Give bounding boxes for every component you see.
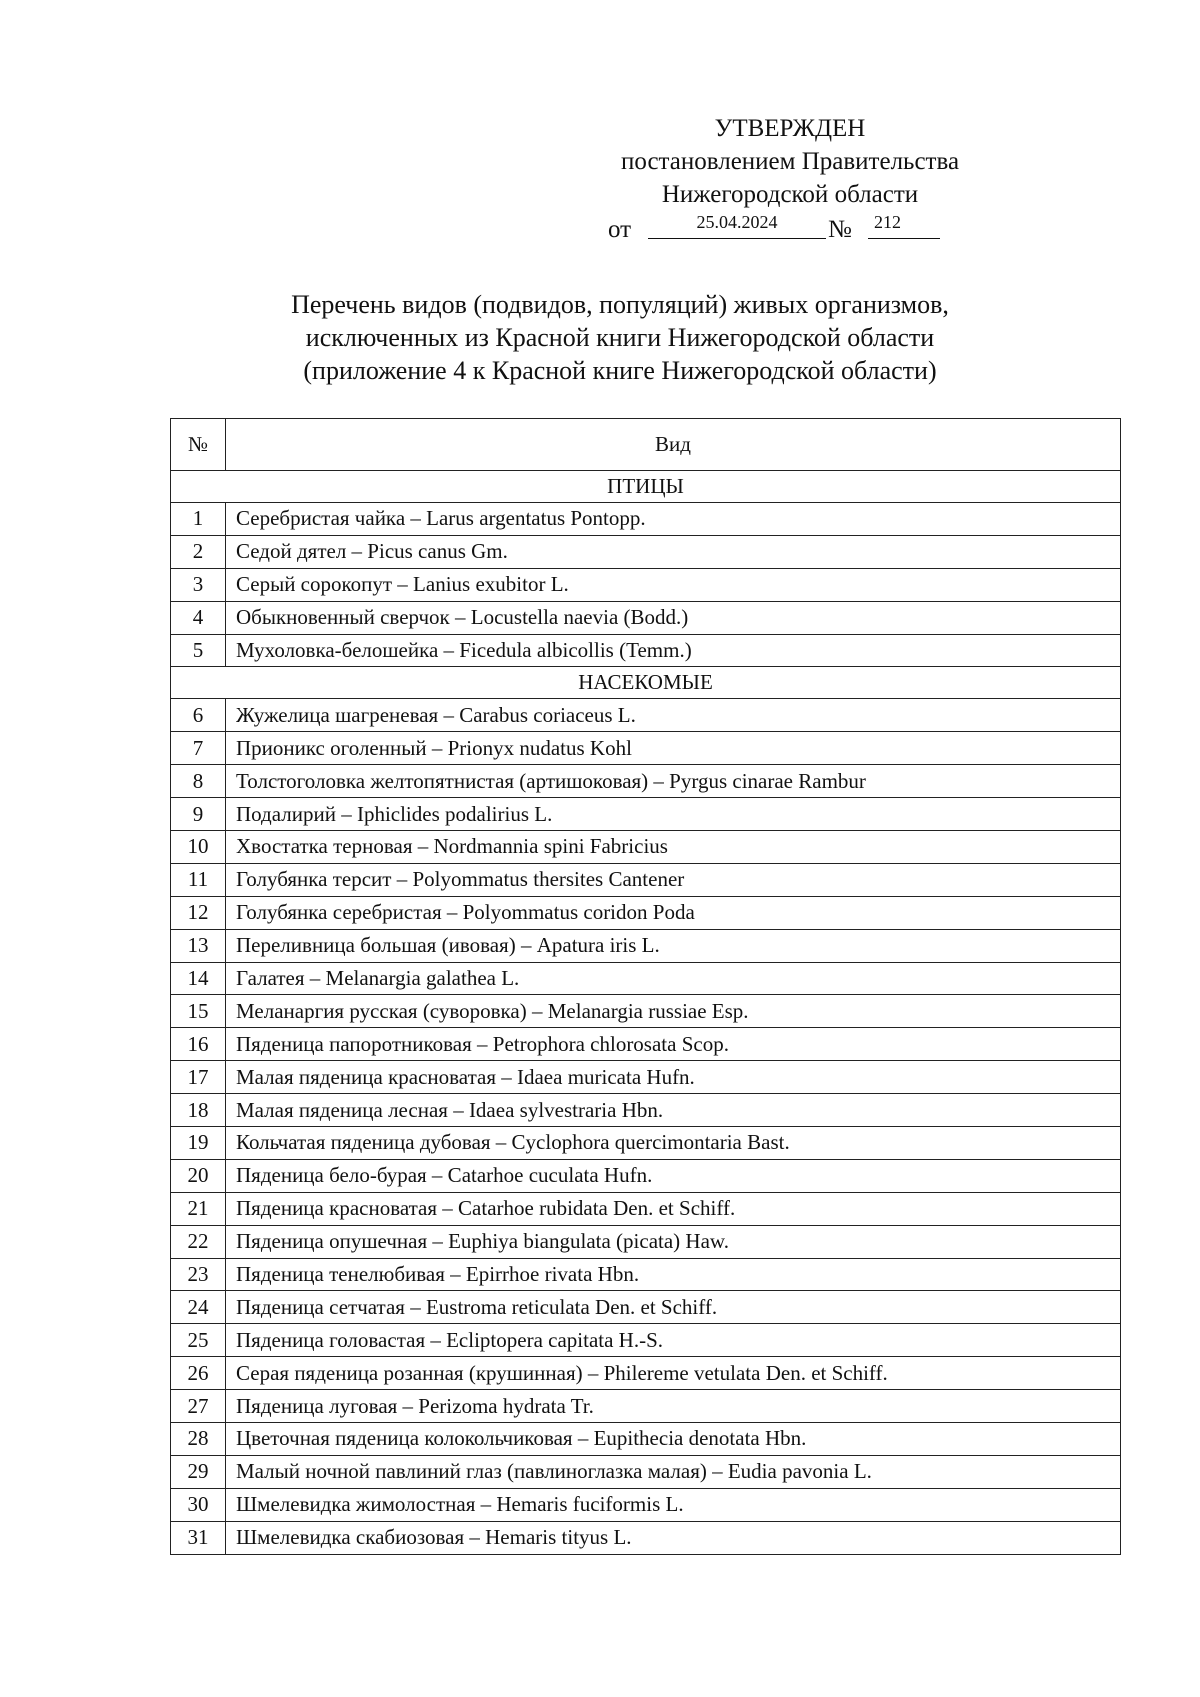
table-row xyxy=(171,896,1121,929)
approval-heading: УТВЕРЖДЕН xyxy=(714,115,866,142)
species-name: Пяденица бело-бурая – Catarhoe cuculata Hufn. xyxy=(226,1159,1121,1192)
table-row xyxy=(171,1455,1121,1488)
row-number: 27 xyxy=(171,1390,226,1423)
table-row xyxy=(171,1357,1121,1390)
approval-line-3: Нижегородской области xyxy=(661,181,919,208)
row-number: 9 xyxy=(171,798,226,831)
row-number: 4 xyxy=(171,601,226,634)
species-name: Голубянка серебристая – Polyommatus coridon Poda xyxy=(226,896,1121,929)
row-number: 12 xyxy=(171,896,226,929)
group-header-row xyxy=(171,471,1121,503)
row-number: 16 xyxy=(171,1028,226,1061)
species-name: Подалирий – Iphiclides podalirius L. xyxy=(226,798,1121,831)
row-number: 7 xyxy=(171,732,226,765)
species-name: Хвостатка терновая – Nordmannia spini Fabricius xyxy=(226,831,1121,864)
species-name: Малая пяденица лесная – Idaea sylvestraria Hbn. xyxy=(226,1094,1121,1127)
row-number: 15 xyxy=(171,995,226,1028)
row-number: 13 xyxy=(171,929,226,962)
approval-number: 212 xyxy=(868,211,940,239)
table-row xyxy=(171,1225,1121,1258)
species-name: Прионикс оголенный – Prionyx nudatus Kohl xyxy=(226,732,1121,765)
row-number: 8 xyxy=(171,765,226,798)
approval-date: 25.04.2024 xyxy=(648,211,826,239)
title-line-2: исключенных из Красной книги Нижегородской области xyxy=(305,323,935,352)
species-name: Пяденица опушечная – Euphiya biangulata (picata) Haw. xyxy=(226,1225,1121,1258)
row-number: 6 xyxy=(171,699,226,732)
row-number: 28 xyxy=(171,1423,226,1456)
table-header-row xyxy=(171,419,1121,471)
table-row xyxy=(171,962,1121,995)
species-name: Серебристая чайка – Larus argentatus Pontopp. xyxy=(226,503,1121,536)
table-row xyxy=(171,1127,1121,1160)
species-name: Серая пяденица розанная (крушинная) – Philereme vetulata Den. et Schiff. xyxy=(226,1357,1121,1390)
species-name: Серый сорокопут – Lanius exubitor L. xyxy=(226,568,1121,601)
table-row xyxy=(171,1488,1121,1521)
species-name: Малый ночной павлиний глаз (павлиноглазка малая) – Eudia pavonia L. xyxy=(226,1455,1121,1488)
table-row xyxy=(171,1192,1121,1225)
row-number: 26 xyxy=(171,1357,226,1390)
approval-date-line xyxy=(608,211,1020,245)
row-number: 29 xyxy=(171,1455,226,1488)
row-number: 17 xyxy=(171,1061,226,1094)
row-number: 25 xyxy=(171,1324,226,1357)
species-name: Пяденица папоротниковая – Petrophora chlorosata Scop. xyxy=(226,1028,1121,1061)
table-row xyxy=(171,1061,1121,1094)
date-prefix: от xyxy=(608,216,632,243)
table-row xyxy=(171,634,1121,667)
row-number: 3 xyxy=(171,568,226,601)
row-number: 21 xyxy=(171,1192,226,1225)
table-row xyxy=(171,732,1121,765)
row-number: 30 xyxy=(171,1488,226,1521)
row-number: 23 xyxy=(171,1258,226,1291)
species-name: Пяденица головастая – Ecliptopera capitata H.-S. xyxy=(226,1324,1121,1357)
species-name: Шмелевидка жимолостная – Hemaris fuciformis L. xyxy=(226,1488,1121,1521)
table-row xyxy=(171,1258,1121,1291)
row-number: 5 xyxy=(171,634,226,667)
species-name: Малая пяденица красноватая – Idaea muricata Hufn. xyxy=(226,1061,1121,1094)
table-row xyxy=(171,1423,1121,1456)
table-row xyxy=(171,699,1121,732)
species-name: Меланаргия русская (суворовка) – Melanargia russiae Esp. xyxy=(226,995,1121,1028)
row-number: 20 xyxy=(171,1159,226,1192)
species-name: Пяденица тенелюбивая – Epirrhoe rivata Hbn. xyxy=(226,1258,1121,1291)
approval-line-2: постановлением Правительства xyxy=(620,148,960,175)
species-name: Голубянка терсит – Polyommatus thersites Cantener xyxy=(226,863,1121,896)
number-prefix: № xyxy=(828,216,852,243)
table-row xyxy=(171,1028,1121,1061)
species-name: Галатея – Melanargia galathea L. xyxy=(226,962,1121,995)
table-row xyxy=(171,1291,1121,1324)
row-number: 24 xyxy=(171,1291,226,1324)
row-number: 22 xyxy=(171,1225,226,1258)
row-number: 1 xyxy=(171,503,226,536)
title-line-3: (приложение 4 к Красной книге Нижегородской области) xyxy=(303,356,937,385)
species-name: Пяденица красноватая – Catarhoe rubidata Den. et Schiff. xyxy=(226,1192,1121,1225)
species-name: Переливница большая (ивовая) – Apatura iris L. xyxy=(226,929,1121,962)
species-name: Пяденица сетчатая – Eustroma reticulata Den. et Schiff. xyxy=(226,1291,1121,1324)
species-name: Кольчатая пяденица дубовая – Cyclophora quercimontaria Bast. xyxy=(226,1127,1121,1160)
row-number: 10 xyxy=(171,831,226,864)
table-row xyxy=(171,831,1121,864)
table-row xyxy=(171,1324,1121,1357)
table-row xyxy=(171,1390,1121,1423)
group-header-row xyxy=(171,667,1121,699)
row-number: 19 xyxy=(171,1127,226,1160)
table-row xyxy=(171,995,1121,1028)
species-table xyxy=(170,418,1121,1555)
table-row xyxy=(171,568,1121,601)
table-row xyxy=(171,1159,1121,1192)
species-table-body xyxy=(171,471,1121,1555)
row-number: 2 xyxy=(171,535,226,568)
species-name: Толстоголовка желтопятнистая (артишоковая) – Pyrgus cinarae Rambur xyxy=(226,765,1121,798)
table-row xyxy=(171,798,1121,831)
row-number: 31 xyxy=(171,1521,226,1554)
table-row xyxy=(171,863,1121,896)
table-row xyxy=(171,535,1121,568)
row-number: 11 xyxy=(171,863,226,896)
column-header-species: Вид xyxy=(226,419,1121,471)
row-number: 18 xyxy=(171,1094,226,1127)
species-name: Цветочная пяденица колокольчиковая – Eupithecia denotata Hbn. xyxy=(226,1423,1121,1456)
title-line-1: Перечень видов (подвидов, популяций) живых организмов, xyxy=(291,290,949,319)
table-row xyxy=(171,503,1121,536)
table-row xyxy=(171,601,1121,634)
group-name: ПТИЦЫ xyxy=(171,471,1121,503)
table-row xyxy=(171,1521,1121,1554)
table-row xyxy=(171,929,1121,962)
table-row xyxy=(171,1094,1121,1127)
table-row xyxy=(171,765,1121,798)
species-name: Пяденица луговая – Perizoma hydrata Tr. xyxy=(226,1390,1121,1423)
species-name: Шмелевидка скабиозовая – Hemaris tityus L. xyxy=(226,1521,1121,1554)
row-number: 14 xyxy=(171,962,226,995)
approval-stamp xyxy=(560,112,1020,245)
species-name: Обыкновенный сверчок – Locustella naevia (Bodd.) xyxy=(226,601,1121,634)
group-name: НАСЕКОМЫЕ xyxy=(171,667,1121,699)
species-name: Седой дятел – Picus canus Gm. xyxy=(226,535,1121,568)
column-header-number: № xyxy=(171,419,226,471)
document-title xyxy=(230,288,1010,387)
species-name: Жужелица шагреневая – Carabus coriaceus L. xyxy=(226,699,1121,732)
species-name: Мухоловка-белошейка – Ficedula albicollis (Temm.) xyxy=(226,634,1121,667)
